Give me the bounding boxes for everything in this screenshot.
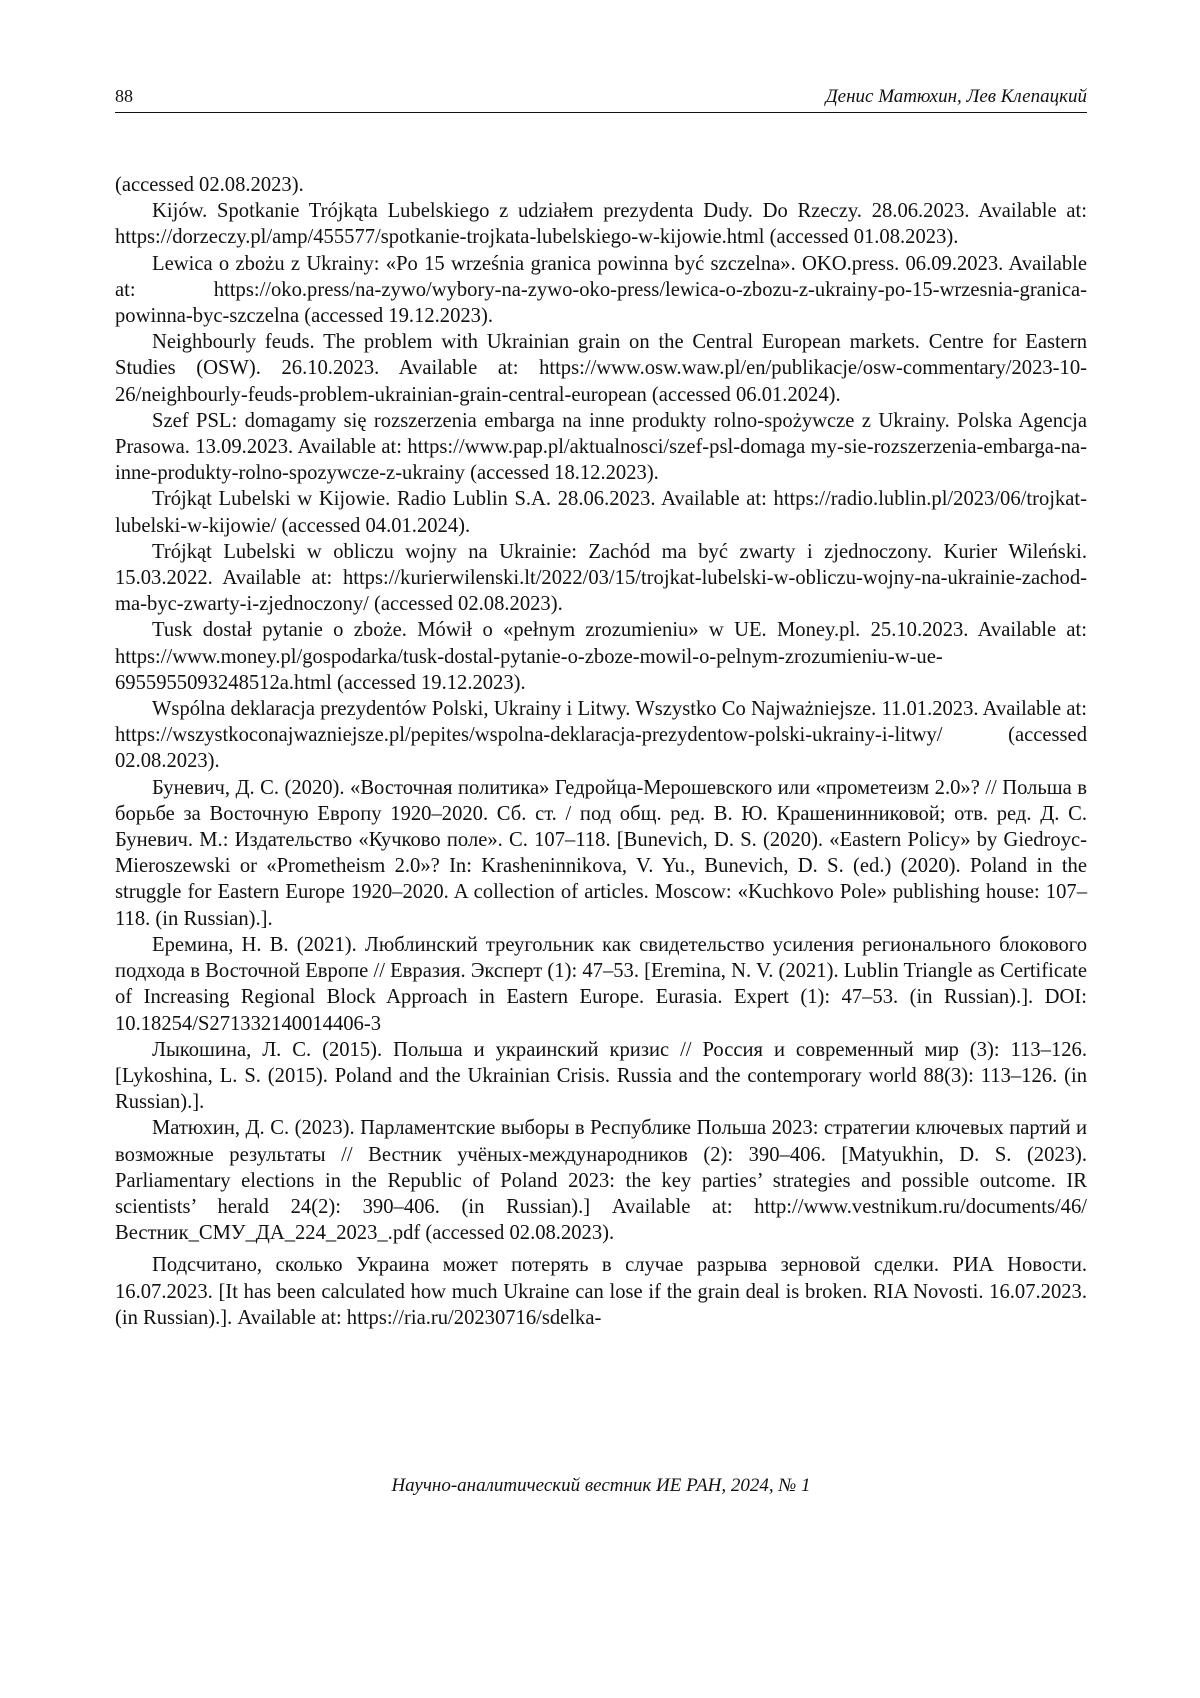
- reference-item: Буневич, Д. С. (2020). «Восточная политика» Гедройца-Мерошевского или «прометеизм 2.0»? // Польша в борьбе за Восточную Европу 1920–2020. Сб. ст. / под общ. ред. В. Ю. Крашенинниковой; отв. ред. Д. С. Буневич. М.: Издательство «Кучково поле». С. 107–118. [Bunevich, D. S. (2020). «Eastern Policy» by Giedroyc-Mieroszewski or «Prometheism 2.0»? In: Krasheninnikova, V. Yu., Bunevich, D. S. (ed.) (2020). Poland in the struggle for Eastern Europe 1920–2020. A collection of articles. Moscow: «Kuchkovo Pole» publishing house: 107–118. (in Russian).].: [115, 776, 1087, 930]
- reference-item: Neighbourly feuds. The problem with Ukrainian grain on the Central European markets. Centre for Eastern Studies (OSW). 26.10.2023. Available at: https://www.osw.waw.pl/en/publikacje/osw-commentary/2023-10-26/neighbourly-feuds-problem-ukrainian-grain-central-european (accessed 06.01.2024).: [115, 331, 1087, 406]
- reference-item: Trójkąt Lubelski w obliczu wojny na Ukrainie: Zachód ma być zwarty i zjednoczony. Kurier Wileński. 15.03.2022. Available at: https://kurierwilenski.lt/2022/03/15/trojkat-lubelski-w-obliczu-wojny-na-ukrainie-zachod-ma-byc-zwarty-i-zjednoczony/ (accessed 02.08.2023).: [115, 540, 1087, 616]
- journal-footer: Научно-аналитический вестник ИЕ РАН, 2024, № 1: [391, 1475, 811, 1496]
- reference-item: Матюхин, Д. С. (2023). Парламентские выборы в Республике Польша 2023: стратегии ключевых партий и возможные результаты // Вестник учёных-международников (2): 390–406. [Matyukhin, D. S. (2023). Parliamentary elections in the Republic of Poland 2023: the key parties’ strategies and possible outcome. IR scientists’ herald 24(2): 390–406. (in Russian).] Available at: http://www.vestnikum.ru/documents/46/Вестник_СМУ_ДА_224_2023_.pdf (accessed 02.08.2023).: [115, 1117, 1087, 1245]
- reference-item: Kijów. Spotkanie Trójkąta Lubelskiego z udziałem prezydenta Dudy. Do Rzeczy. 28.06.2023. Available at: https://dorzeczy.pl/amp/455577/spotkanie-trojkata-lubelskiego-w-kijowie.html (accessed 01.08.2023).: [115, 200, 1087, 249]
- reference-item: Подсчитано, сколько Украина может потерять в случае разрыва зерновой сделки. РИА Новости. 16.07.2023. [It has been calculated how much Ukraine can lose if the grain deal is broken. RIA Novosti. 16.07.2023. (in Russian).]. Available at: https://ria.ru/20230716/sdelka-: [115, 1254, 1087, 1329]
- reference-item: Wspólna deklaracja prezydentów Polski, Ukrainy i Litwy. Wszystko Co Najważniejsze. 11.01.2023. Available at: https://wszystkoconajwazniejsze.pl/pepites/wspolna-deklaracja-prezydentow-polski-ukrainy-i-litwy/ (accessed 02.08.2023).: [115, 698, 1087, 773]
- reference-item: Trójkąt Lubelski w Kijowie. Radio Lublin S.A. 28.06.2023. Available at: https://radio.lublin.pl/2023/06/trojkat-lubelski-w-kijowie/ (accessed 04.01.2024).: [115, 488, 1087, 537]
- reference-item: Лыкошина, Л. С. (2015). Польша и украинский кризис // Россия и современный мир (3): 113–126. [Lykoshina, L. S. (2015). Poland and the Ukrainian Crisis. Russia and the contemporary world 88(3): 113–126. (in Russian).].: [115, 1038, 1087, 1114]
- reference-item: Tusk dostał pytanie o zboże. Mówił o «pełnym zrozumieniu» w UE. Money.pl. 25.10.2023. Available at: https://www.money.pl/gospodarka/tusk-dostal-pytanie-o-zboze-mowil-o-pelnym-zrozumieniu-w-ue-6955955093248512a.html (accessed 19.12.2023).: [115, 619, 1087, 694]
- reference-item: Szef PSL: domagamy się rozszerzenia embarga na inne produkty rolno-spożywcze z Ukrainy. Polska Agencja Prasowa. 13.09.2023. Available at: https://www.pap.pl/aktualnosci/szef-psl-domaga my-sie-rozszerzenia-embarga-na-inne-produkty-rolno-spozywcze-z-ukrainy (accessed 18.12.2023).: [115, 409, 1087, 485]
- document-page: [115, 0, 1087, 1698]
- page-number: 88: [115, 86, 133, 106]
- reference-list: [115, 172, 1087, 1331]
- reference-item: Lewica o zbożu z Ukrainy: «Po 15 września granica powinna być szczelna». OKO.press. 06.09.2023. Available at: https://oko.press/na-zywo/wybory-na-zywo-oko-press/lewica-o-zbozu-z-ukrainy-po-15-wrzesnia-granica-powinna-byc-szczelna (accessed 19.12.2023).: [115, 252, 1087, 328]
- reference-item: Еремина, Н. В. (2021). Люблинский треугольник как свидетельство усиления регионального блокового подхода в Восточной Европе // Евразия. Эксперт (1): 47–53. [Eremina, N. V. (2021). Lublin Triangle as Certificate of Increasing Regional Block Approach in Eastern Europe. Eurasia. Expert (1): 47–53. (in Russian).]. DOI: 10.18254/S271332140014406-3: [115, 933, 1087, 1035]
- running-header: [115, 84, 1087, 113]
- reference-item: (accessed 02.08.2023).: [115, 174, 304, 196]
- header-authors: Денис Матюхин, Лев Клепацкий: [825, 86, 1087, 107]
